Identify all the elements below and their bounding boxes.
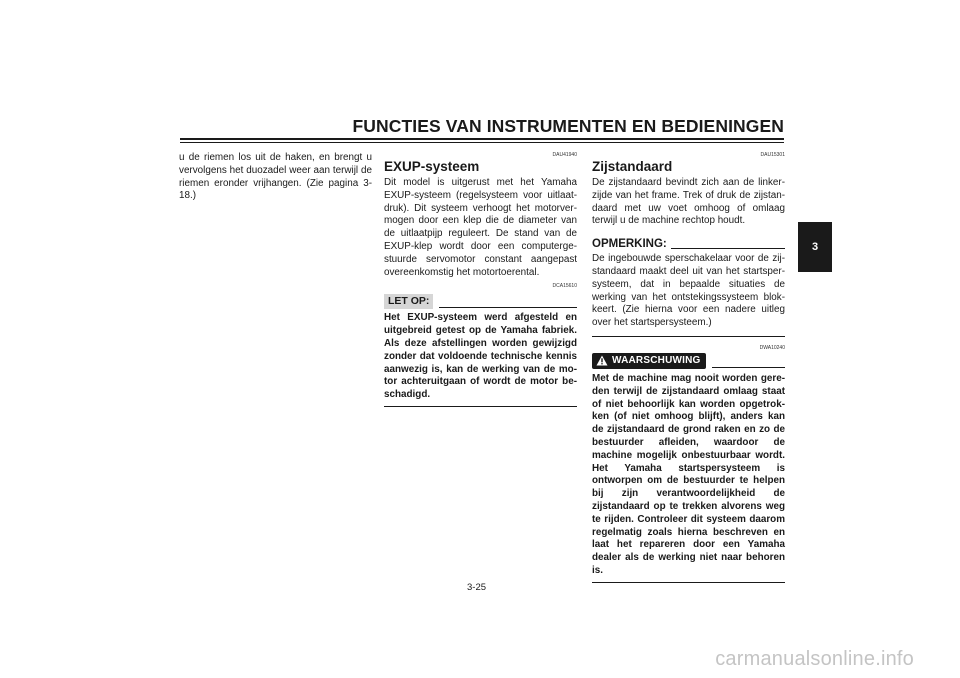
page-number: 3-25 — [467, 582, 487, 593]
sidestand-heading: Zijstandaard — [592, 159, 673, 174]
column-middle — [384, 152, 577, 407]
section-code: DAU15301 — [760, 152, 785, 158]
title-rule — [180, 138, 784, 140]
caution-end-rule — [384, 406, 577, 407]
column-left — [179, 152, 372, 203]
warning-text: Met de machine mag nooit worden gereden terwijl de zijstandaard omlaag staat of niet behoorlijk kan worden opgetrokken (of niet omhoog blijft), anders kan de zijstandaard de grond raken en zo de bestuurder afleiden, waardoor de machine mogelijk onbestuurbaar wordt. Het Yamaha startspersysteem is ontworpen om de bestuurder te helpen bij zijn verantwoordelijkheid de zijstandaard op te trekken alvorens weg te rijden. Controleer dit systeem daarom regelmatig zoals hierna beschreven en laat het repareren door een Yamaha dealer als de werking niet naar behoren is. — [592, 372, 785, 576]
chapter-tab[interactable]: 3 — [798, 222, 832, 272]
caution-code: DCA15610 — [552, 283, 577, 290]
caution-label: LET OP: — [384, 294, 433, 309]
warning-header — [592, 353, 785, 369]
title-rule-thin — [180, 142, 784, 143]
column-right — [592, 152, 785, 583]
note-text: De ingebouwde sperschakelaar voor de zijstandaard maakt deel uit van het startspersysteem, dat in bepaalde situaties de werking van het ontstekingssysteem blokkeert. (Zie hierna voor een nadere uitleg over het startspersysteem.) — [592, 253, 785, 329]
exup-body: Dit model is uitgerust met het Yamaha EXUP-systeem (regelsysteem voor uitlaatdruk). Dit systeem verhoogt het motorvermogen door een klep die de diameter van de uitlaatpijp reguleert. De stand van de EXUP-klep wordt door een computergestuurde servomotor constant aangepast overeenkomstig het motortoerental. — [384, 177, 577, 278]
warning-rule — [712, 367, 785, 368]
continued-text: u de riemen los uit de haken, en brengt u vervolgens het duozadel weer aan terwijl de riemen eronder vrijhangen. (Zie pagina 3-18.) — [179, 152, 372, 202]
section-code: DAU41940 — [552, 152, 577, 158]
watermark: carmanualsonline.info — [715, 648, 914, 670]
sidestand-body: De zijstandaard bevindt zich aan de linkerzijde van het frame. Trek of druk de zijstandaard met uw voet omhoog of omlaag terwijl u de machine rechtop houdt. — [592, 177, 785, 227]
caution-rule — [439, 307, 577, 308]
note-header — [592, 238, 785, 251]
note-end-rule — [592, 336, 785, 337]
warning-badge — [592, 353, 706, 369]
warning-code: DWA10240 — [759, 344, 785, 351]
warning-label: WAARSCHUWING — [612, 355, 701, 367]
note-label: OPMERKING: — [592, 238, 667, 251]
page-title: FUNCTIES VAN INSTRUMENTEN EN BEDIENINGEN — [352, 116, 784, 136]
note-rule — [671, 248, 785, 249]
caution-text: Het EXUP-systeem werd afgesteld en uitgebreid getest op de Yamaha fabriek. Als deze afstellingen worden gewijzigd zonder dat voldoende technische kennis aanwezig is, kan de werking van de motor achteruitgaan of wordt de motor beschadigd. — [384, 312, 577, 401]
caution-header — [384, 293, 577, 309]
exup-heading: EXUP-systeem — [384, 159, 480, 174]
warning-triangle-icon — [596, 355, 608, 366]
warning-end-rule — [592, 582, 785, 583]
